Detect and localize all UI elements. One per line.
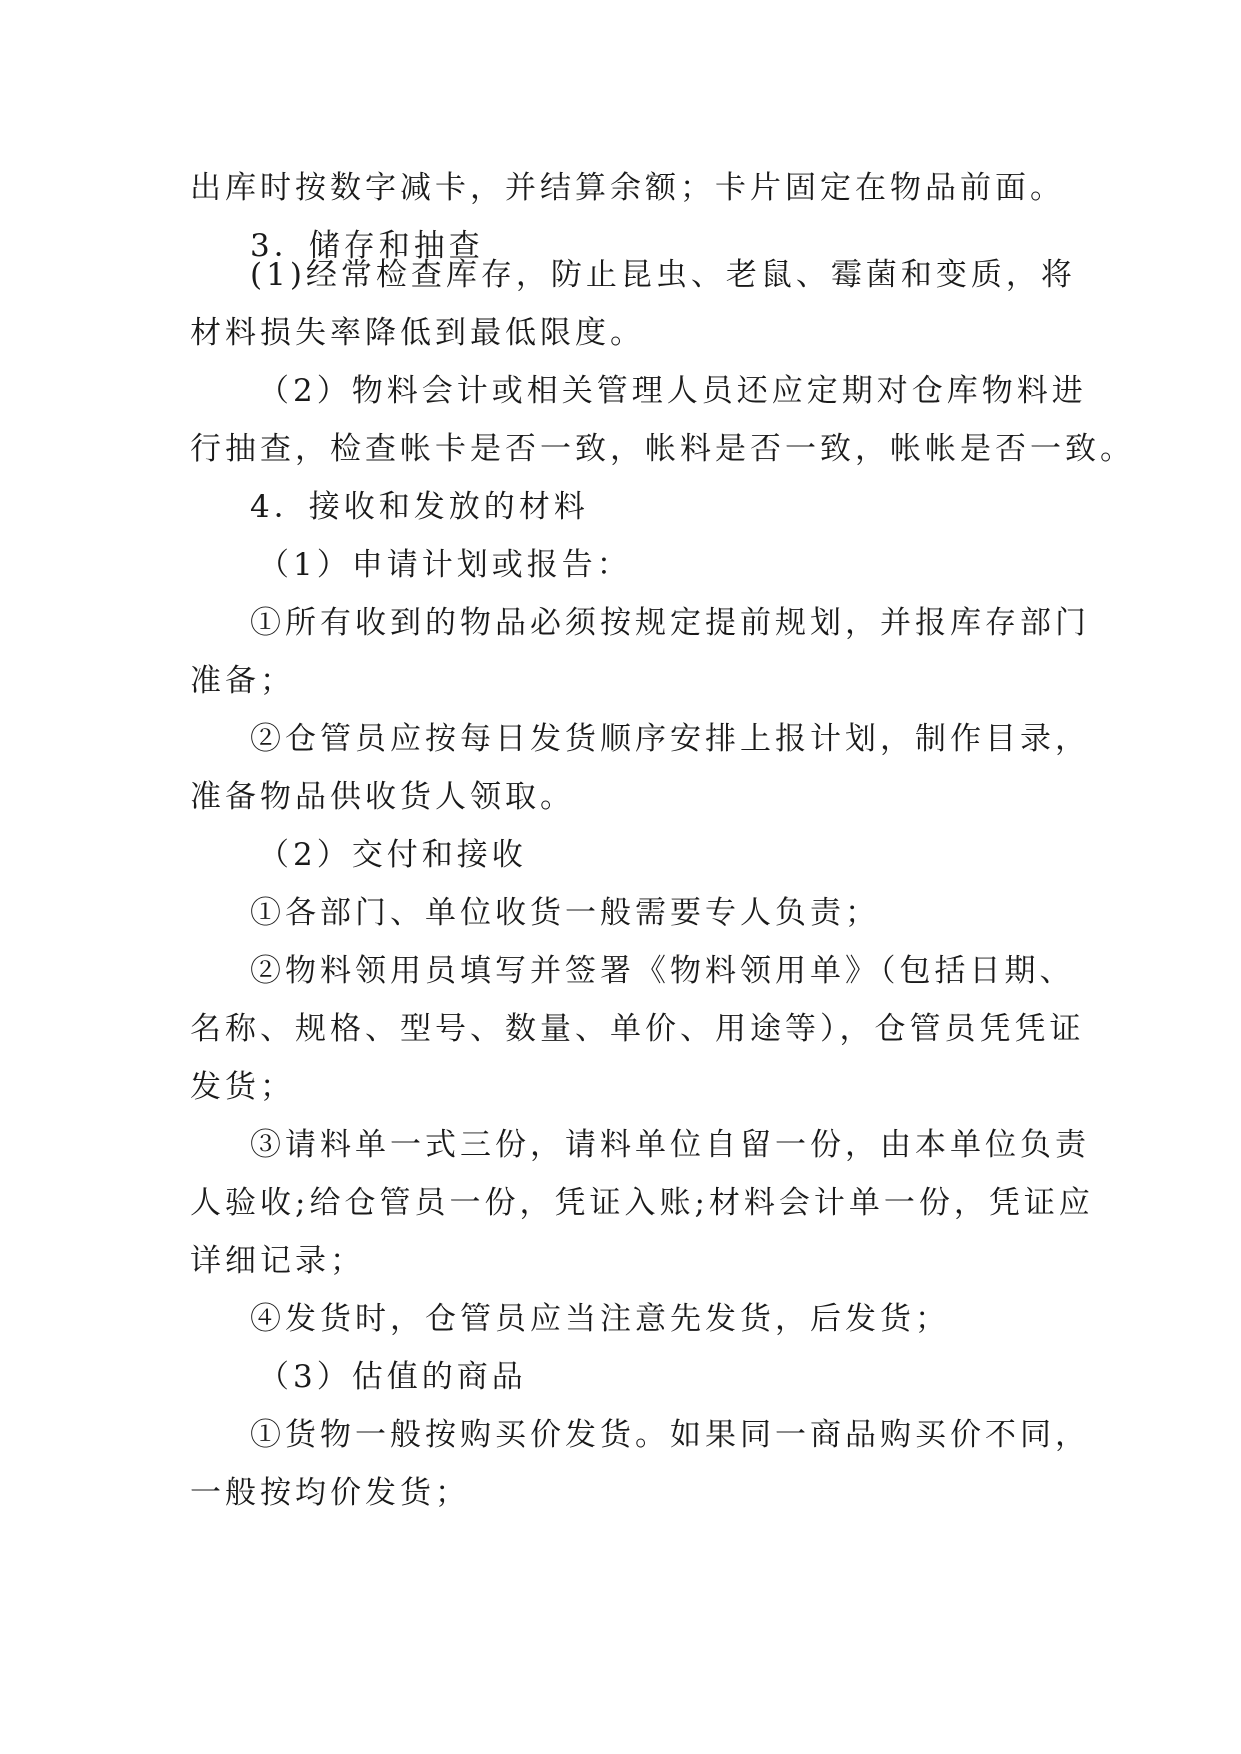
text-line: 名称、规格、型号、数量、单价、用途等），仓管员凭凭证 — [190, 1011, 1085, 1047]
text-line: ②物料领用员填写并签署《物料领用单》（包括日期、 — [250, 953, 1075, 989]
text-line: 发货； — [190, 1069, 295, 1105]
text-line: ①各部门、单位收货一般需要专人负责； — [250, 895, 880, 931]
section-heading: 4．接收和发放的材料 — [250, 489, 589, 525]
text-line: ①所有收到的物品必须按规定提前规划，并报库存部门 — [250, 605, 1090, 641]
text-line: ③请料单一式三份，请料单位自留一份，由本单位负责 — [250, 1127, 1090, 1163]
text-line: ②仓管员应按每日发货顺序安排上报计划，制作目录， — [250, 721, 1090, 757]
text-line: （2）交付和接收 — [258, 837, 527, 873]
text-line: （1）申请计划或报告： — [258, 547, 632, 583]
text-line: （2）物料会计或相关管理人员还应定期对仓库物料进 — [258, 373, 1087, 409]
text-line: （3）估值的商品 — [258, 1359, 527, 1395]
section-heading: 3．储存和抽查 — [250, 228, 484, 264]
text-line: 材料损失率降低到最低限度。 — [190, 315, 645, 351]
text-line: 出库时按数字减卡，并结算余额；卡片固定在物品前面。 — [190, 170, 1065, 206]
text-line: (1)经常检查库存，防止昆虫、老鼠、霉菌和变质，将 — [250, 257, 1076, 293]
text-line: 准备； — [190, 663, 295, 699]
text-line: ④发货时，仓管员应当注意先发货，后发货； — [250, 1301, 950, 1337]
text-line: 人验收;给仓管员一份，凭证入账;材料会计单一份，凭证应 — [190, 1185, 1094, 1221]
text-line: 一般按均价发货； — [190, 1475, 470, 1511]
text-line: ①货物一般按购买价发货。如果同一商品购买价不同， — [250, 1417, 1090, 1453]
text-line: 准备物品供收货人领取。 — [190, 779, 575, 815]
text-line: 行抽查，检查帐卡是否一致，帐料是否一致，帐帐是否一致。 — [190, 431, 1135, 467]
text-line: 详细记录； — [190, 1243, 365, 1279]
